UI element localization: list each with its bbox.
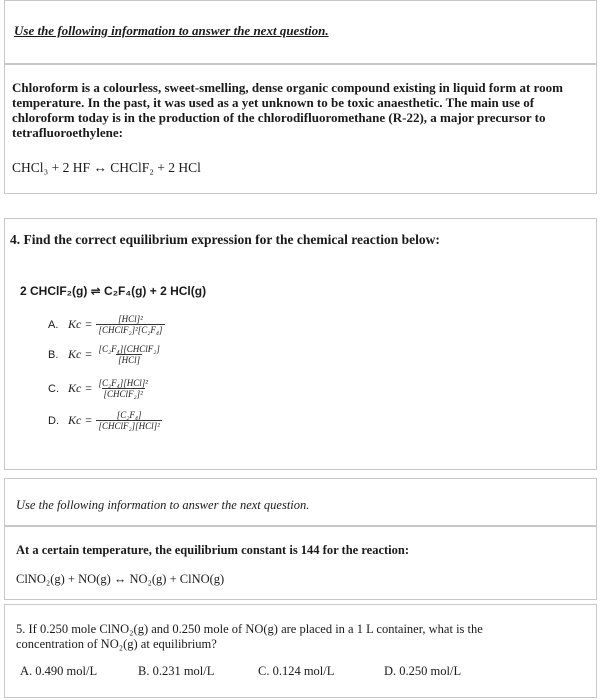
option-d-numerator: [C₂F₄] — [116, 410, 142, 420]
option-c-label: C. — [48, 382, 59, 395]
choice-b[interactable]: B. 0.231 mol/L — [138, 664, 215, 678]
option-c-numerator: [C₂F₄][HCl]² — [98, 378, 148, 388]
option-a[interactable] — [48, 314, 165, 335]
choice-a[interactable]: A. 0.490 mol/L — [20, 664, 98, 678]
question-5-stem: 5. If 0.250 mole ClNO₂(g) and 0.250 mole of NO(g) are placed in a 1 L container, what is the concentration of NO₂(g) at equilibrium? — [16, 622, 483, 651]
option-a-kc: Kc = — [68, 317, 93, 331]
option-d-kc: Kc = — [68, 413, 93, 427]
choice-c[interactable]: C. 0.124 mol/L — [258, 664, 335, 678]
option-b-fraction — [96, 344, 161, 365]
equilibrium-intro: At a certain temperature, the equilibrium constant is 144 for the reaction: — [16, 543, 409, 557]
option-c[interactable] — [48, 378, 150, 399]
option-b[interactable] — [48, 344, 162, 365]
option-a-label: A. — [48, 318, 59, 331]
option-d[interactable] — [48, 410, 162, 431]
option-d-label: D. — [48, 414, 59, 427]
question-4-stem: 4. Find the correct equilibrium expression for the chemical reaction below: — [10, 232, 440, 247]
option-c-denominator: [CHClF₂]² — [103, 389, 143, 399]
option-d-denominator: [CHClF₂][HCl]² — [98, 421, 160, 431]
choice-d[interactable]: D. 0.250 mol/L — [384, 664, 462, 678]
option-b-kc: Kc = — [68, 347, 93, 361]
option-b-denominator: [HCl] — [118, 355, 141, 365]
option-b-numerator: [C₂F₄][CHClF₂] — [98, 344, 160, 354]
option-b-label: B. — [48, 348, 59, 361]
equilibrium-reaction: ClNO₂(g) + NO(g) ↔ NO₂(g) + ClNO(g) — [16, 572, 225, 586]
chloroform-paragraph: Chloroform is a colourless, sweet-smelling, dense organic compound existing in liquid form at room temperature. In the past, it was used as a yet unknown to be toxic anaesthetic. The main use of chloroform today is in the production of the chlorodifluoromethane (R-22), a major precursor to tetrafluoroethylene: — [12, 80, 563, 140]
chloroform-reaction: CHCl₃ + 2 HF ↔ CHClF₂ + 2 HCl — [12, 160, 201, 175]
info-header-1: Use the following information to answer the next question. — [14, 23, 329, 38]
option-a-fraction — [96, 314, 164, 335]
question-4-reaction: 2 CHClF₂(g) ⇌ C₂F₄(g) + 2 HCl(g) — [20, 284, 207, 298]
option-a-denominator: [CHClF₂]²[C₂F₄] — [98, 325, 163, 335]
option-c-kc: Kc = — [68, 381, 93, 395]
info-panel-4 — [4, 526, 597, 600]
option-c-fraction — [96, 378, 149, 399]
option-d-fraction — [96, 410, 161, 431]
option-a-numerator: [HCl]² — [118, 314, 143, 324]
info-header-2: Use the following information to answer the next question. — [16, 498, 310, 512]
